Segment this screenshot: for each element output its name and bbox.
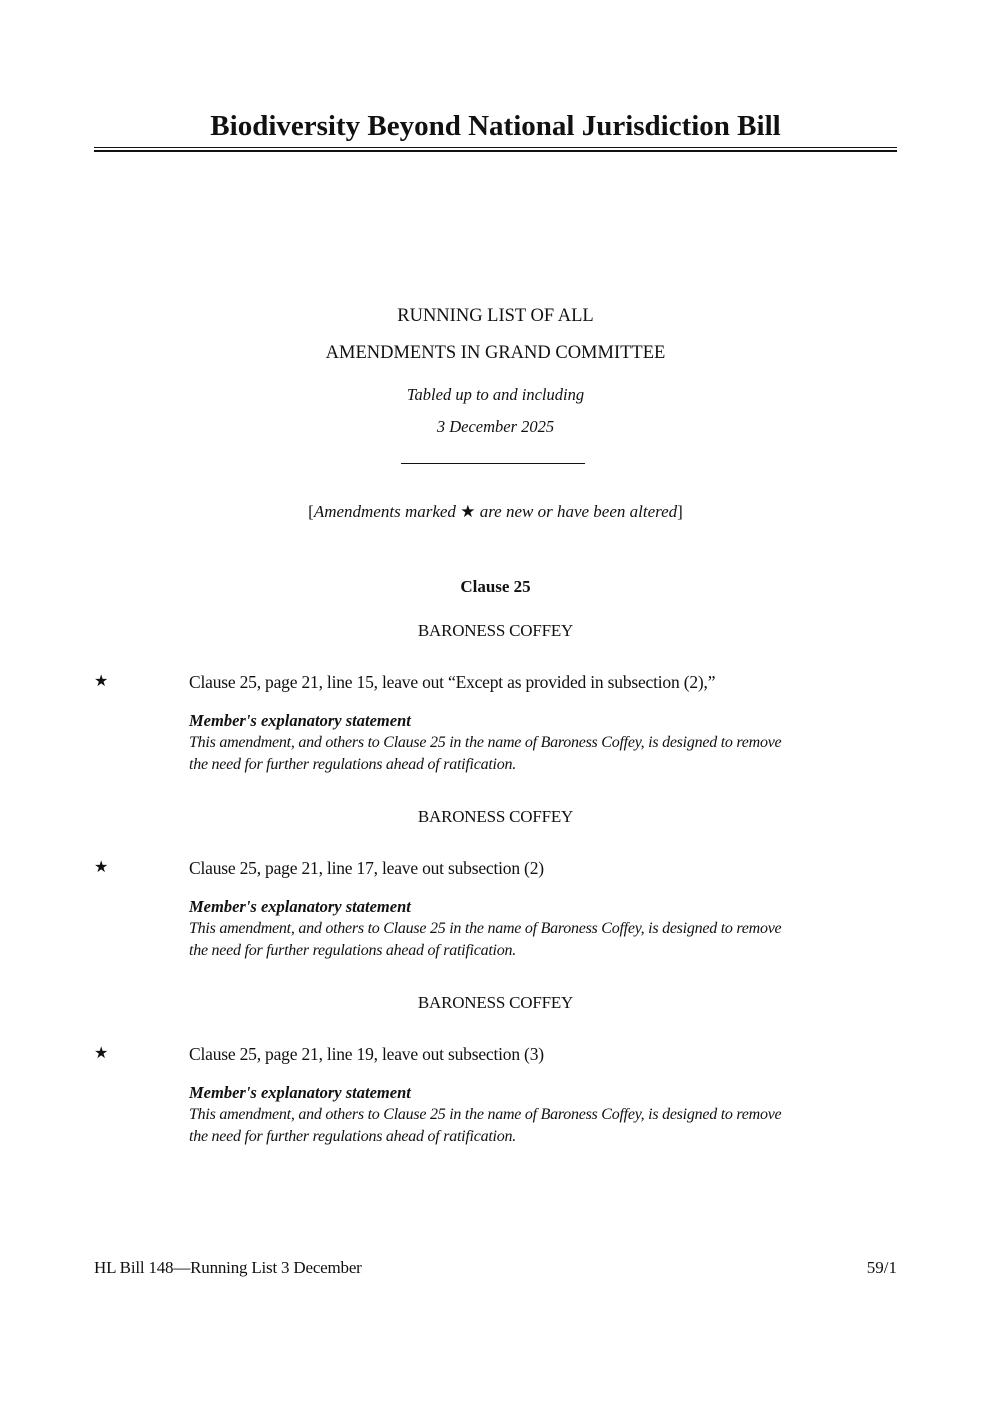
amendment-text: Clause 25, page 21, line 17, leave out subsection (2) xyxy=(189,858,544,878)
footer-bill-reference: HL Bill 148—Running List 3 December xyxy=(94,1258,362,1277)
star-icon: ★ xyxy=(94,859,109,876)
amendment-text: Clause 25, page 21, line 15, leave out “Except as provided in subsection (2),” xyxy=(189,672,716,692)
explanatory-statement-line-2: the need for further regulations ahead of ratification. xyxy=(189,1128,516,1145)
explanatory-statement-line-1: This amendment, and others to Clause 25 in the name of Baroness Coffey, is designed to remove xyxy=(189,920,782,937)
bill-title: Biodiversity Beyond National Jurisdiction Bill xyxy=(210,110,781,142)
member-name: BARONESS COFFEY xyxy=(417,807,574,826)
note-bracket-open: [ xyxy=(308,502,314,521)
star-icon: ★ xyxy=(94,1045,109,1062)
note-bracket-close: ] xyxy=(677,502,683,521)
title-rule-thin xyxy=(94,147,897,148)
explanatory-statement-heading: Member's explanatory statement xyxy=(189,1083,411,1102)
section-divider xyxy=(401,463,585,464)
note-text-1: Amendments marked xyxy=(313,502,461,521)
title-rule-thick xyxy=(94,150,897,152)
member-name: BARONESS COFFEY xyxy=(417,621,574,640)
amendment-text: Clause 25, page 21, line 19, leave out subsection (3) xyxy=(189,1044,544,1064)
explanatory-statement-line-1: This amendment, and others to Clause 25 in the name of Baroness Coffey, is designed to remove xyxy=(189,734,782,751)
tabled-date: 3 December 2025 xyxy=(436,417,555,436)
amendments-note xyxy=(94,501,897,523)
member-name: BARONESS COFFEY xyxy=(417,993,574,1012)
star-icon: ★ xyxy=(460,502,476,521)
note-text-2: are new or have been altered xyxy=(475,502,678,521)
tabled-line-1: Tabled up to and including xyxy=(406,385,585,404)
explanatory-statement-heading: Member's explanatory statement xyxy=(189,897,411,916)
explanatory-statement-line-2: the need for further regulations ahead of ratification. xyxy=(189,756,516,773)
heading-line-1: RUNNING LIST OF ALL xyxy=(397,306,594,326)
clause-heading: Clause 25 xyxy=(460,577,531,596)
footer-page-number: 59/1 xyxy=(866,1258,897,1277)
heading-line-2: AMENDMENTS IN GRAND COMMITTEE xyxy=(325,343,666,363)
explanatory-statement-line-2: the need for further regulations ahead of ratification. xyxy=(189,942,516,959)
explanatory-statement-heading: Member's explanatory statement xyxy=(189,711,411,730)
explanatory-statement-line-1: This amendment, and others to Clause 25 in the name of Baroness Coffey, is designed to remove xyxy=(189,1106,782,1123)
star-icon: ★ xyxy=(94,673,109,690)
